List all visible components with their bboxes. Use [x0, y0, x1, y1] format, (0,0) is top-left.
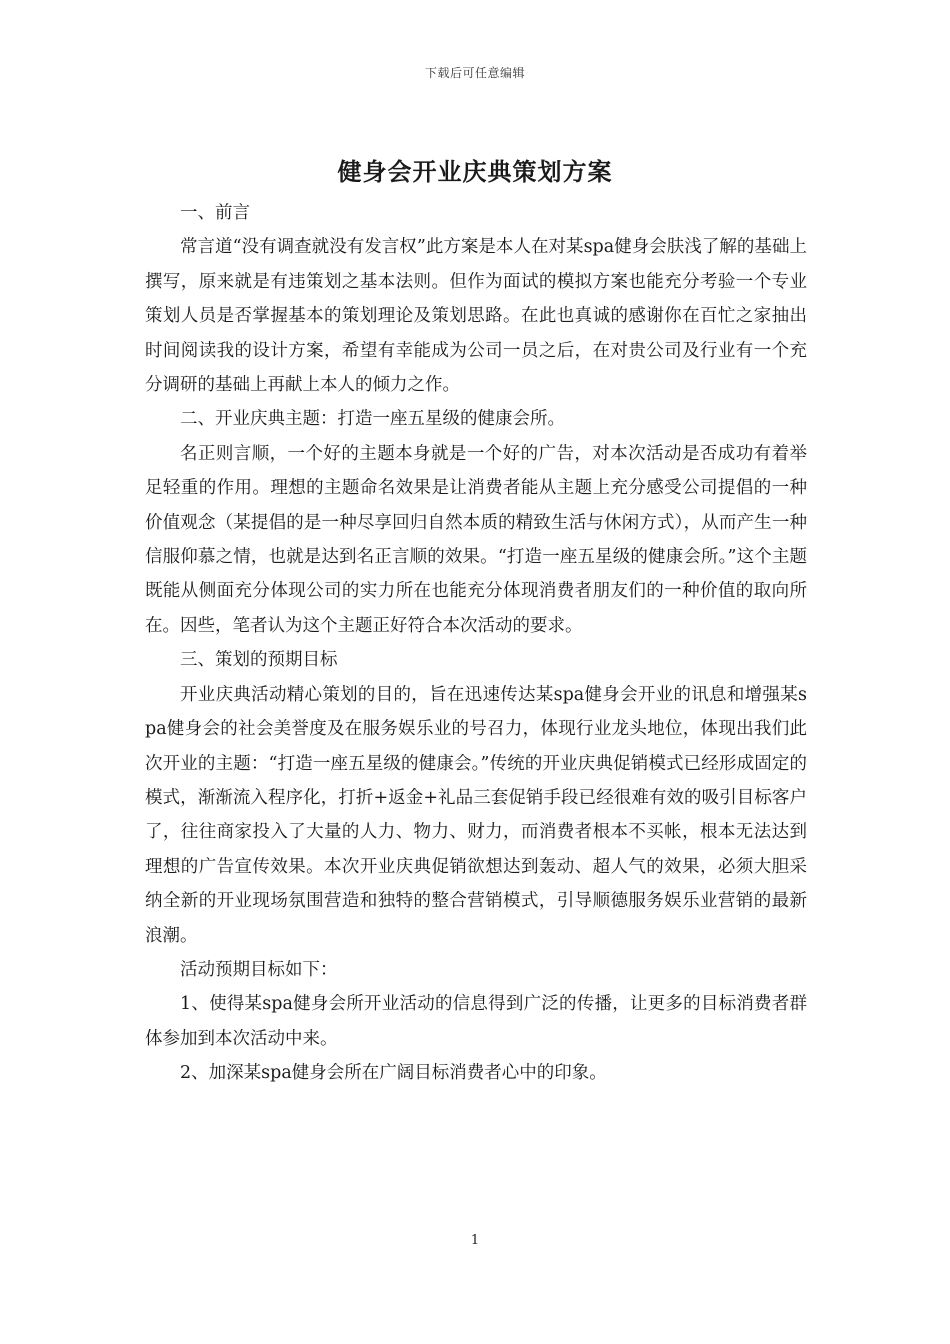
list-item-goal-1: 1、使得某spa健身会所开业活动的信息得到广泛的传播，让更多的目标消费者群体参加到本次活动中来。 — [145, 994, 807, 1049]
paragraph-theme: 名正则言顺，一个好的主题本身就是一个好的广告，对本次活动是否成功有着举足轻重的作用。理想的主题命名效果是让消费者能从主题上充分感受公司提倡的一种价值观念（某提倡的是一种尽享回归自然本质的精致生活与休闲方式），从而产生一种信服仰慕之情，也就是达到名正言顺的效果。“打造一座五星级的健康会所。”这个主题既能从侧面充分体现公司的实力所在也能充分体现消费者朋友们的一种价值的取向所在。因些，笔者认为这个主题正好符合本次活动的要求。 — [145, 443, 807, 636]
section-heading-theme: 二、开业庆典主题：打造一座五星级的健康会所。 — [180, 409, 565, 430]
list-item-goal-2: 2、加深某spa健身会所在广阔目标消费者心中的印象。 — [180, 1063, 607, 1084]
paragraph-goals-intro: 活动预期目标如下： — [180, 959, 338, 980]
paragraph-preface: 常言道“没有调查就没有发言权”此方案是本人在对某spa健身会肤浅了解的基础上撰写，原来就是有违策划之基本法则。但作为面试的模拟方案也能充分考验一个专业策划人员是否掌握基本的策划理论及策划思路。在此也真诚的感谢你在百忙之家抽出时间阅读我的设计方案，希望有幸能成为公司一员之后，在对贵公司及行业有一个充分调研的基础上再献上本人的倾力之作。 — [145, 237, 807, 396]
header-note: 下载后可任意编辑 — [424, 66, 525, 80]
page-number: 1 — [470, 1233, 480, 1248]
document-title: 健身会开业庆典策划方案 — [337, 157, 613, 186]
paragraph-goals: 开业庆典活动精心策划的目的，旨在迅速传达某spa健身会开业的讯息和增强某spa健身会的社会美誉度及在服务娱乐业的号召力，体现行业龙头地位，体现出我们此次开业的主题：“打造一座五星级的健康会。”传统的开业庆典促销模式已经形成固定的模式，渐渐流入程序化，打折+返金+礼品三套促销手段已经很难有效的吸引目标客户了，往往商家投入了大量的人力、物力、财力，而消费者根本不买帐，根本无法达到理想的广告宣传效果。本次开业庆典促销欲想达到轰动、超人气的效果，必须大胆采纳全新的开业现场氛围营造和独特的整合营销模式，引导顺德服务娱乐业营销的最新浪潮。 — [145, 684, 807, 946]
section-heading-preface: 一、前言 — [180, 203, 250, 223]
section-heading-goals: 三、策划的预期目标 — [180, 650, 338, 671]
document-body — [145, 196, 807, 1091]
